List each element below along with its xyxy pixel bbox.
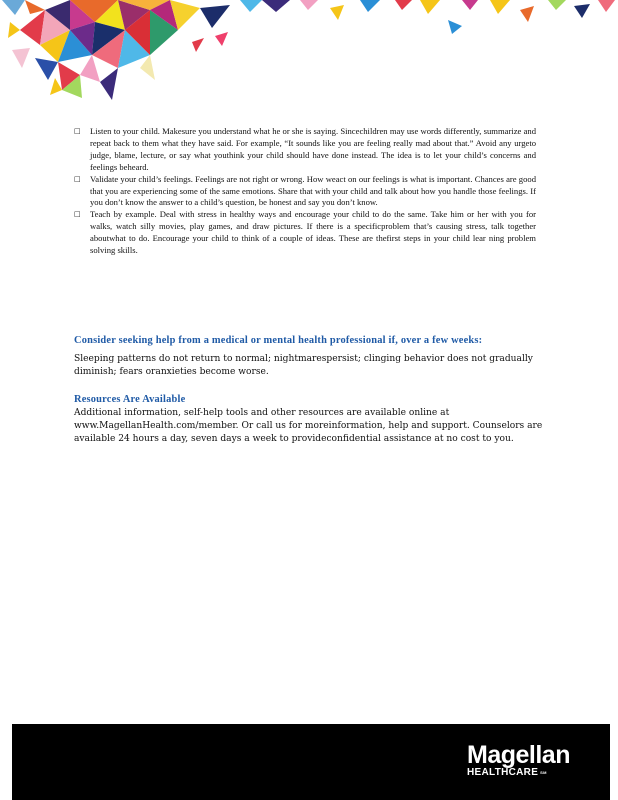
- tips-list: [74, 126, 536, 257]
- decorative-triangle-banner: [0, 0, 618, 110]
- professional-help-text: Sleeping patterns do not return to normal; nightmarespersist; clinging behavior does not gradually diminish; fears oranxieties become worse.: [74, 354, 533, 378]
- list-item: [74, 174, 536, 210]
- tip-text: Teach by example. Deal with stress in healthy ways and encourage your child to do the same. Take him or her with you for walks, watch silly movies, play games, and draw pictures. If there is a specificproblem that’s causing stress, talk together aboutwhat to do. Encourage your child to think of a couple of ideas. These are thefirst steps in your child lear ning problem solving skills.: [90, 209, 536, 256]
- magellan-logo: [467, 742, 570, 778]
- tip-text: Listen to your child. Makesure you understand what he or she is saying. Sincechildren may use words differently, summarize and repeat back to them what they have said. For example, “It sounds like you are feeling really mad about that.” Avoid any urgeto judge, blame, lecture, or say what youthink your child should have done instead. The idea is to let your child’s concerns and feelings beheard.: [90, 126, 536, 172]
- logo-subtitle: HEALTHCARE ℠: [467, 767, 547, 778]
- list-item: [74, 126, 536, 174]
- resources-heading: Resources Are Available: [74, 394, 186, 405]
- tip-text: Validate your child’s feelings. Feelings are not right or wrong. How weact on our feelings is what is important. Chances are good that you are experiencing some of the same emotions. Share that with your child and talk about how you handle those feelings. If you don’t know the answer to a child’s question, be honest and say you don’t know.: [90, 173, 536, 208]
- bullet-icon: □: [74, 174, 81, 183]
- bullet-icon: □: [74, 210, 81, 219]
- list-item: [74, 209, 536, 257]
- professional-help-heading: Consider seeking help from a medical or mental health professional if, over a few weeks:: [74, 335, 483, 346]
- resources-text: Additional information, self-help tools and other resources are available online at www.MagellanHealth.com/member. Or call us for moreinformation, help and support. Counselors are available 24 hours a day, seven days a week to provideconfidential assistance at no cost to you.: [74, 408, 543, 445]
- logo-wordmark: Magellan: [467, 741, 570, 769]
- bullet-icon: □: [74, 127, 81, 135]
- footer-bar: [12, 724, 610, 800]
